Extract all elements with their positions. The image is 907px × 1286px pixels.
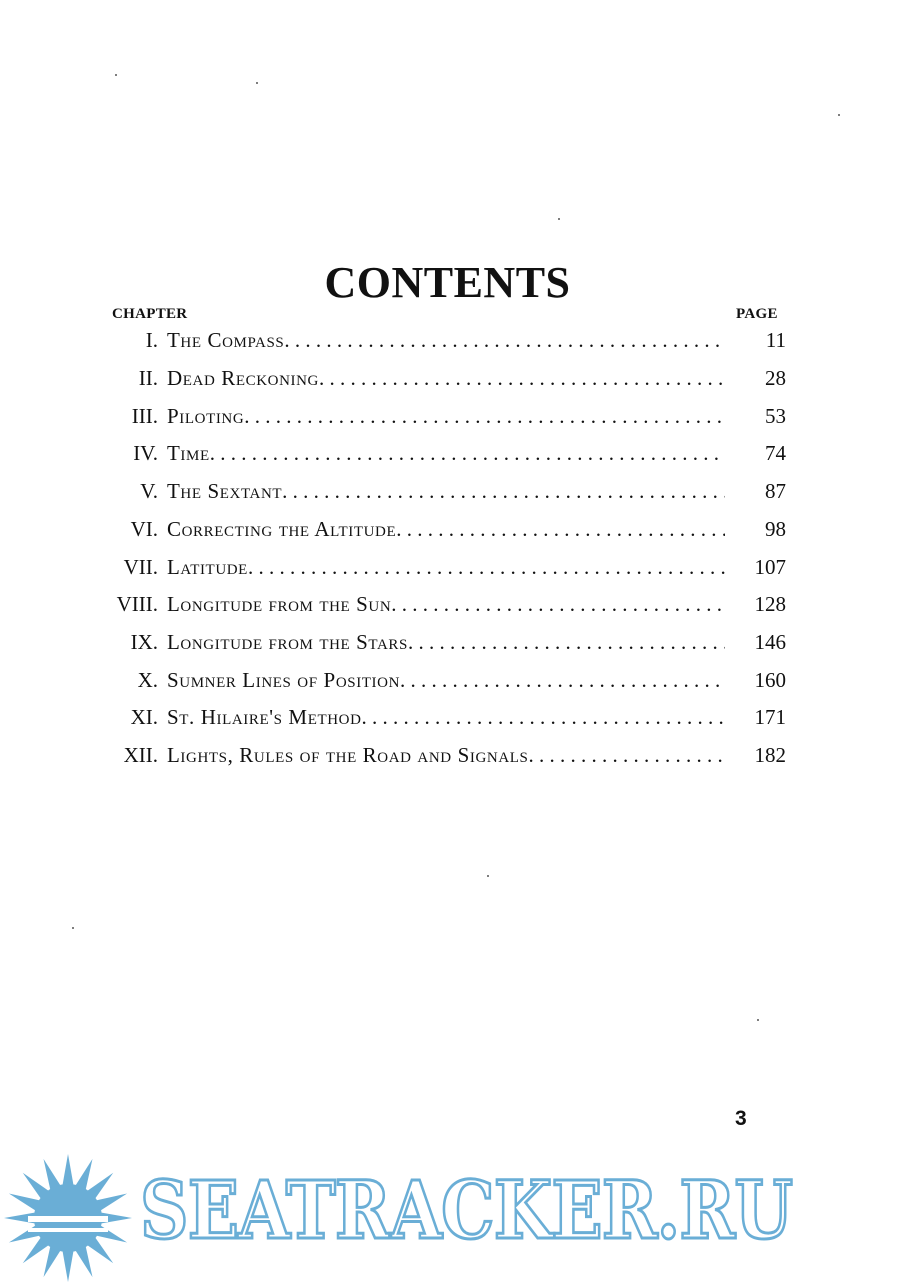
page-title: CONTENTS [324,258,571,308]
dot-leader [528,737,725,773]
dot-leader [244,398,725,434]
chapter-number: IV. [133,441,158,465]
chapter-column-header: CHAPTER [112,306,188,322]
toc-entry [0,624,907,660]
scan-speck [115,74,117,76]
toc-entry [0,511,907,547]
dot-leader [396,511,725,547]
chapter-title: Sumner Lines of Position [167,668,401,692]
chapter-number: I. [145,328,158,352]
page-folio: 3 [735,1107,747,1130]
chapter-title: The Compass [167,328,285,352]
toc-entry [0,360,907,396]
page-number: 11 [765,328,786,352]
page-number: 182 [754,743,786,767]
page-number: 171 [754,705,786,729]
page-number: 28 [765,366,786,390]
chapter-title: Dead Reckoning [167,366,319,390]
chapter-number: III. [131,404,158,428]
dot-leader [210,435,725,471]
chapter-title: Correcting the Altitude [167,517,397,541]
chapter-title: Piloting [167,404,245,428]
scan-speck [487,875,489,877]
chapter-title: St. Hilaire's Method [167,705,362,729]
chapter-title: Lights, Rules of the Road and Signals [167,743,529,767]
dot-leader [400,662,725,698]
toc-entry [0,473,907,509]
scan-speck [558,218,560,220]
chapter-number: X. [137,668,158,692]
chapter-number: XI. [130,705,158,729]
scan-speck [757,1019,759,1021]
dot-leader [284,322,725,358]
dot-leader [408,624,725,660]
scan-speck [72,927,74,929]
toc-entry [0,322,907,358]
dot-leader [248,549,725,585]
chapter-title: Latitude [167,555,248,579]
page-number: 146 [754,630,786,654]
page-number: 98 [765,517,786,541]
toc-entry [0,586,907,622]
chapter-number: IX. [130,630,158,654]
toc-entry [0,435,907,471]
page-number: 74 [765,441,786,465]
watermark-text: SEATRACKER.RU [140,1163,793,1257]
toc-entry [0,398,907,434]
chapter-number: VI. [130,517,158,541]
dot-leader [362,699,725,735]
chapter-number: II. [138,366,158,390]
sun-icon [2,1152,134,1284]
dot-leader [391,586,725,622]
toc-entry [0,699,907,735]
chapter-number: XII. [123,743,158,767]
chapter-title: Longitude from the Sun [167,592,392,616]
chapter-title: The Sextant [167,479,283,503]
chapter-title: Longitude from the Stars [167,630,408,654]
dot-leader [319,360,725,396]
page-number: 107 [754,555,786,579]
scan-speck [838,114,840,116]
toc-entry [0,662,907,698]
toc-entry [0,549,907,585]
scan-speck [256,82,258,84]
chapter-number: V. [140,479,158,503]
chapter-number: VIII. [116,592,158,616]
page-number: 87 [765,479,786,503]
page-number: 53 [765,404,786,428]
page-number: 160 [754,668,786,692]
toc-entry [0,737,907,773]
site-watermark [0,1150,907,1286]
page-column-header: PAGE [736,306,778,322]
page-number: 128 [754,592,786,616]
dot-leader [282,473,725,509]
chapter-title: Time [167,441,210,465]
chapter-number: VII. [123,555,158,579]
